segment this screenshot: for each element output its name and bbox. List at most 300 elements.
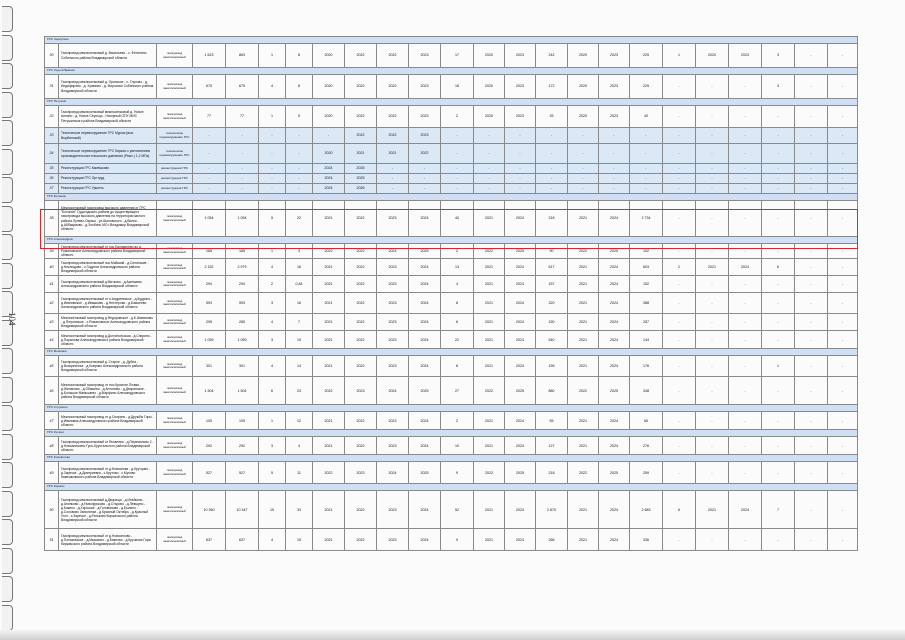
value-cell: 2023 bbox=[377, 412, 409, 430]
value-cell: - bbox=[696, 128, 729, 144]
value-cell: - bbox=[795, 529, 828, 551]
value-cell: - bbox=[762, 331, 795, 349]
section-header-row bbox=[45, 37, 858, 44]
table-row bbox=[45, 106, 858, 128]
value-cell: - bbox=[663, 184, 696, 194]
value-cell: - bbox=[729, 164, 762, 174]
value-cell: 2022 bbox=[377, 106, 409, 128]
value-cell: - bbox=[828, 201, 858, 237]
value-cell: - bbox=[795, 377, 828, 405]
row-number: 49 bbox=[45, 462, 59, 484]
value-cell: 2024 bbox=[729, 259, 762, 276]
row-number: 43 bbox=[45, 314, 59, 331]
value-cell: - bbox=[729, 314, 762, 331]
value-cell: 2023 bbox=[377, 437, 409, 455]
value-cell: - bbox=[663, 128, 696, 144]
value-cell: 2022 bbox=[345, 259, 377, 276]
value-cell: 2022 bbox=[568, 244, 599, 259]
value-cell: - bbox=[313, 128, 345, 144]
value-cell: - bbox=[762, 437, 795, 455]
value-cell: 8 bbox=[286, 75, 313, 99]
value-cell: 13 bbox=[441, 259, 474, 276]
value-cell: 603 bbox=[630, 259, 663, 276]
table-row bbox=[45, 174, 858, 184]
value-cell: 22 bbox=[441, 331, 474, 349]
object-type: реконструкция ГРС bbox=[157, 164, 193, 174]
value-cell: 320 bbox=[536, 293, 568, 314]
value-cell: - bbox=[663, 164, 696, 174]
value-cell: 2024 bbox=[599, 356, 630, 377]
row-number: 48 bbox=[45, 437, 59, 455]
value-cell: 2021 bbox=[313, 331, 345, 349]
value-cell: 102 bbox=[630, 244, 663, 259]
value-cell: - bbox=[729, 529, 762, 551]
value-cell: 2021 bbox=[474, 356, 505, 377]
value-cell: - bbox=[762, 128, 795, 144]
object-name: Межпоселковый газопровод д.Федоровское - д.Б.Шиманово - д.Петровское - с.Романовское Александровского района Владимирской области bbox=[59, 314, 157, 331]
row-number: 33 bbox=[45, 128, 59, 144]
value-cell: - bbox=[226, 184, 259, 194]
object-name: Газопровод межпоселковый д.Дворищи - д.Илейкино - д.Анинково - д.Новофроково - д.Старово - д.Левшуно - д.Бакино - д.Хорошие - д.Голованово - д.Былино - д.Соловово Заполянье - д.Красный Октябрь - д.Красный Угол - с.Заречье - д.Ратьково Киржачского района Владимирской области bbox=[59, 491, 157, 529]
object-name: Газопровод межпоселковый д. Старое - д. Дубна - д.Воскресенье - д.Коврово Александровского района Владимирской области bbox=[59, 356, 157, 377]
value-cell: - bbox=[409, 184, 441, 194]
section-header-row bbox=[45, 237, 858, 244]
value-cell: 2022 bbox=[345, 75, 377, 99]
row-number: 42 bbox=[45, 293, 59, 314]
value-cell: 2024 bbox=[409, 529, 441, 551]
value-cell: - bbox=[441, 184, 474, 194]
value-cell: 4 bbox=[259, 259, 286, 276]
value-cell: 294 bbox=[226, 276, 259, 293]
binder-ring bbox=[2, 234, 13, 260]
value-cell: - bbox=[762, 144, 795, 164]
value-cell: - bbox=[729, 331, 762, 349]
value-cell: - bbox=[729, 437, 762, 455]
value-cell: 2025 bbox=[505, 244, 536, 259]
value-cell: 2021 bbox=[377, 144, 409, 164]
section-header-row bbox=[45, 484, 858, 491]
value-cell: - bbox=[828, 293, 858, 314]
value-cell: 2020 bbox=[313, 106, 345, 128]
value-cell: 4 bbox=[259, 75, 286, 99]
object-type: газопровод межпоселковый bbox=[157, 491, 193, 529]
value-cell: 2024 bbox=[313, 174, 345, 184]
value-cell: 2020 bbox=[313, 144, 345, 164]
object-name: Межпоселковый газопровод от пос.Красное Пламя - д.Жиланово - д.Обашево - д.Антоново - д.Дворянское - д.Большое Мамышево - д.Марфино Александровского района Владимирской области bbox=[59, 377, 157, 405]
table-row bbox=[45, 412, 858, 430]
value-cell: - bbox=[286, 164, 313, 174]
value-cell: 152 bbox=[630, 276, 663, 293]
object-name: Газопровод межпоселковый от п.Андреевское - д.Кудрино - д.Ивановское - д.Ивашково - д.Нестерово - д.Бакшеево Александровского района Владимирской области bbox=[59, 293, 157, 314]
value-cell: 2024 bbox=[505, 314, 536, 331]
value-cell: 2020 bbox=[474, 75, 505, 99]
value-cell: 3 bbox=[762, 75, 795, 99]
object-name: Техническое перевооружение ГРС Муром (вых. Вырбинский) bbox=[59, 128, 157, 144]
object-type: газопровод межпоселковый bbox=[157, 75, 193, 99]
table-row bbox=[45, 164, 858, 174]
table-row bbox=[45, 276, 858, 293]
value-cell: - bbox=[795, 331, 828, 349]
value-cell: 295 bbox=[193, 314, 226, 331]
value-cell: - bbox=[762, 174, 795, 184]
value-cell: 2021 bbox=[313, 491, 345, 529]
value-cell: - bbox=[663, 412, 696, 430]
value-cell: 2 152 bbox=[193, 259, 226, 276]
value-cell: 18 bbox=[441, 75, 474, 99]
value-cell: 2022 bbox=[474, 377, 505, 405]
value-cell: 225 bbox=[630, 44, 663, 68]
value-cell: - bbox=[762, 412, 795, 430]
value-cell: 23 bbox=[286, 377, 313, 405]
value-cell: - bbox=[505, 144, 536, 164]
binder-ring bbox=[2, 63, 13, 89]
object-type: газопровод межпоселковый bbox=[157, 314, 193, 331]
value-cell: 2022 bbox=[345, 276, 377, 293]
value-cell: - bbox=[377, 164, 409, 174]
value-cell: - bbox=[663, 529, 696, 551]
table-row bbox=[45, 437, 858, 455]
object-name: Межпоселковый газопровод д.Долгопольская - д.Спирино - д.Парыньва Александровского района Владимирской области bbox=[59, 331, 157, 349]
value-cell: 2024 bbox=[377, 377, 409, 405]
value-cell: - bbox=[762, 529, 795, 551]
section-title: ГРС Струнино bbox=[45, 405, 858, 412]
value-cell: 2025 bbox=[505, 377, 536, 405]
value-cell: 348 bbox=[630, 377, 663, 405]
value-cell: 2021 bbox=[474, 259, 505, 276]
value-cell: 2022 bbox=[377, 75, 409, 99]
value-cell: - bbox=[377, 174, 409, 184]
section-title: ГРС Купачи bbox=[45, 430, 858, 437]
table-row bbox=[45, 128, 858, 144]
value-cell: - bbox=[568, 128, 599, 144]
value-cell: 2023 bbox=[377, 529, 409, 551]
value-cell: - bbox=[795, 259, 828, 276]
value-cell: 4 bbox=[259, 356, 286, 377]
object-name: Газопровод межпоселковый пос.Майский - д.Сенинские - д.Неклюдово - с.Годунов Александровского района Владимирской области bbox=[59, 259, 157, 276]
value-cell: - bbox=[795, 106, 828, 128]
value-cell: 2024 bbox=[409, 293, 441, 314]
object-type: реконструкция ГРС bbox=[157, 174, 193, 184]
value-cell: - bbox=[663, 244, 696, 259]
object-name: Газопровод межпоселковый от д.Новоселки - д.Крутцово - д.Заречье - д.Дмитриевка - с.Крутово - с.Мухово Камешковского района Владимирской области bbox=[59, 462, 157, 484]
value-cell: - bbox=[568, 184, 599, 194]
value-cell: - bbox=[663, 314, 696, 331]
value-cell: 1 bbox=[762, 356, 795, 377]
value-cell: - bbox=[696, 144, 729, 164]
value-cell: 2 bbox=[441, 412, 474, 430]
value-cell: 144 bbox=[630, 331, 663, 349]
value-cell: 1 054 bbox=[193, 201, 226, 237]
binder-ring bbox=[2, 263, 13, 289]
value-cell: 2022 bbox=[313, 244, 345, 259]
value-cell: 2024 bbox=[599, 437, 630, 455]
value-cell: - bbox=[828, 437, 858, 455]
value-cell: 16 bbox=[286, 293, 313, 314]
value-cell: 2024 bbox=[409, 201, 441, 237]
value-cell: 2021 bbox=[474, 314, 505, 331]
value-cell: - bbox=[729, 106, 762, 128]
value-cell: 2024 bbox=[505, 491, 536, 529]
binder-ring bbox=[2, 576, 13, 602]
value-cell: 12 bbox=[286, 412, 313, 430]
row-number: 45 bbox=[45, 356, 59, 377]
value-cell: 2022 bbox=[345, 437, 377, 455]
value-cell: 2020 bbox=[474, 106, 505, 128]
table-row bbox=[45, 491, 858, 529]
object-type: реконструкция ГРС bbox=[157, 184, 193, 194]
value-cell: - bbox=[729, 144, 762, 164]
value-cell: - bbox=[828, 259, 858, 276]
value-cell: - bbox=[795, 437, 828, 455]
value-cell: 2022 bbox=[568, 462, 599, 484]
value-cell: - bbox=[663, 201, 696, 237]
value-cell: 336 bbox=[630, 529, 663, 551]
section-header-row bbox=[45, 349, 858, 356]
value-cell: 4 bbox=[259, 529, 286, 551]
value-cell: 39 bbox=[536, 106, 568, 128]
value-cell: 2022 bbox=[313, 462, 345, 484]
value-cell: 2023 bbox=[377, 331, 409, 349]
value-cell: 2021 bbox=[474, 437, 505, 455]
value-cell: 2024 bbox=[505, 276, 536, 293]
value-cell: - bbox=[599, 184, 630, 194]
object-type: газопровод межпоселковый bbox=[157, 529, 193, 551]
value-cell: - bbox=[729, 377, 762, 405]
value-cell: 2022 bbox=[345, 128, 377, 144]
value-cell: 218 bbox=[536, 201, 568, 237]
section-title: ГРС Черкутино bbox=[45, 37, 858, 44]
row-number: 46 bbox=[45, 377, 59, 405]
value-cell: - bbox=[536, 184, 568, 194]
value-cell: 2024 bbox=[599, 331, 630, 349]
value-cell: 165 bbox=[226, 244, 259, 259]
value-cell: 2024 bbox=[409, 412, 441, 430]
object-type: газопровод межпоселковый bbox=[157, 437, 193, 455]
value-cell: 8 bbox=[441, 293, 474, 314]
value-cell: 1 bbox=[259, 244, 286, 259]
value-cell: 527 bbox=[193, 462, 226, 484]
table-row bbox=[45, 144, 858, 164]
value-cell: 10 bbox=[441, 437, 474, 455]
value-cell: 2023 bbox=[377, 356, 409, 377]
value-cell: 15 bbox=[286, 529, 313, 551]
value-cell: - bbox=[729, 75, 762, 99]
value-cell: - bbox=[696, 412, 729, 430]
value-cell: 2023 bbox=[345, 462, 377, 484]
value-cell: - bbox=[828, 491, 858, 529]
value-cell: - bbox=[599, 144, 630, 164]
value-cell: 27 bbox=[441, 377, 474, 405]
binder-ring bbox=[2, 462, 13, 488]
object-type: газопровод межпоселковый bbox=[157, 412, 193, 430]
value-cell: - bbox=[536, 174, 568, 184]
binder-ring bbox=[2, 149, 13, 175]
value-cell: 2024 bbox=[409, 276, 441, 293]
row-number: 31 bbox=[45, 75, 59, 99]
value-cell: - bbox=[409, 174, 441, 184]
value-cell: 2025 bbox=[599, 462, 630, 484]
value-cell: 2021 bbox=[568, 314, 599, 331]
value-cell: 276 bbox=[630, 437, 663, 455]
value-cell: - bbox=[286, 144, 313, 164]
value-cell: 10 350 bbox=[193, 491, 226, 529]
value-cell: 2022 bbox=[345, 331, 377, 349]
value-cell: - bbox=[696, 276, 729, 293]
object-type: газопровод межпоселковый bbox=[157, 106, 193, 128]
section-title: ГРС Фоминки bbox=[45, 349, 858, 356]
value-cell: 16 bbox=[286, 259, 313, 276]
value-cell: 2024 bbox=[599, 412, 630, 430]
value-cell: 10 347 bbox=[226, 491, 259, 529]
value-cell: 17 bbox=[441, 44, 474, 68]
value-cell: 2024 bbox=[505, 331, 536, 349]
value-cell: 2021 bbox=[313, 259, 345, 276]
value-cell: - bbox=[630, 174, 663, 184]
value-cell: - bbox=[729, 184, 762, 194]
value-cell: 1 bbox=[259, 44, 286, 68]
value-cell: 2024 bbox=[505, 201, 536, 237]
value-cell: 2021 bbox=[696, 491, 729, 529]
value-cell: - bbox=[795, 356, 828, 377]
object-name: Газопровод межпоселковый д.Митково - д.Акиншево Александровского района Владимирской области bbox=[59, 276, 157, 293]
value-cell: - bbox=[696, 164, 729, 174]
value-cell: 2023 bbox=[345, 377, 377, 405]
value-cell: 593 bbox=[226, 293, 259, 314]
object-type: техническое перевооружение ГРС bbox=[157, 128, 193, 144]
value-cell: 863 bbox=[226, 44, 259, 68]
value-cell: - bbox=[536, 144, 568, 164]
value-cell: 2021 bbox=[313, 412, 345, 430]
value-cell: - bbox=[795, 201, 828, 237]
value-cell: 9 bbox=[441, 529, 474, 551]
value-cell: 294 bbox=[193, 276, 226, 293]
value-cell: 2022 bbox=[345, 106, 377, 128]
value-cell: 2021 bbox=[568, 491, 599, 529]
value-cell: - bbox=[762, 244, 795, 259]
value-cell: - bbox=[795, 75, 828, 99]
value-cell: - bbox=[441, 128, 474, 144]
object-name: Техническое перевооружение ГРС Киржач с увеличением производительности высокого давления (Рвых.) 1,2 МПа) bbox=[59, 144, 157, 164]
row-number: 37 bbox=[45, 184, 59, 194]
value-cell: 3 bbox=[762, 44, 795, 68]
value-cell: - bbox=[795, 412, 828, 430]
value-cell: 2021 bbox=[313, 356, 345, 377]
value-cell: - bbox=[828, 174, 858, 184]
value-cell: - bbox=[729, 412, 762, 430]
value-cell: - bbox=[696, 529, 729, 551]
value-cell: 301 bbox=[226, 356, 259, 377]
value-cell: 2024 bbox=[599, 293, 630, 314]
value-cell: 5 bbox=[259, 201, 286, 237]
object-name: Межпоселковый газопровод от д.Спирино - д.Дружбы Горы - д.Ивановка Александровского района Владимирской области bbox=[59, 412, 157, 430]
value-cell: 2021 bbox=[313, 293, 345, 314]
page-bottom-edge bbox=[0, 630, 905, 640]
table-row bbox=[45, 75, 858, 99]
value-cell: 2021 bbox=[345, 144, 377, 164]
value-cell: 6 bbox=[441, 356, 474, 377]
value-cell: - bbox=[762, 184, 795, 194]
value-cell: 2024 bbox=[409, 259, 441, 276]
value-cell: - bbox=[193, 184, 226, 194]
value-cell: - bbox=[630, 144, 663, 164]
value-cell: 2024 bbox=[409, 314, 441, 331]
value-cell: - bbox=[828, 462, 858, 484]
value-cell: 2 979 bbox=[226, 259, 259, 276]
row-number: 40 bbox=[45, 259, 59, 276]
value-cell: 2 734 bbox=[630, 201, 663, 237]
value-cell: 77 bbox=[226, 106, 259, 128]
value-cell: - bbox=[630, 128, 663, 144]
value-cell: 2023 bbox=[377, 276, 409, 293]
value-cell: 2023 bbox=[505, 75, 536, 99]
value-cell: 2021 bbox=[568, 356, 599, 377]
value-cell: 2021 bbox=[568, 259, 599, 276]
value-cell: 259 bbox=[630, 462, 663, 484]
value-cell: - bbox=[762, 276, 795, 293]
object-type: газопровод межпоселковый bbox=[157, 259, 193, 276]
value-cell: 2022 bbox=[474, 462, 505, 484]
value-cell: - bbox=[762, 164, 795, 174]
value-cell: 2020 bbox=[313, 75, 345, 99]
value-cell: 40 bbox=[630, 106, 663, 128]
value-cell: - bbox=[828, 44, 858, 68]
value-cell: 4 bbox=[259, 314, 286, 331]
binder-ring bbox=[2, 35, 13, 61]
value-cell: 2023 bbox=[377, 259, 409, 276]
value-cell: 2025 bbox=[505, 462, 536, 484]
value-cell: - bbox=[441, 164, 474, 174]
value-cell: - bbox=[828, 356, 858, 377]
value-cell: - bbox=[663, 356, 696, 377]
value-cell: - bbox=[226, 174, 259, 184]
row-number: 34 bbox=[45, 144, 59, 164]
value-cell: 22 bbox=[286, 201, 313, 237]
value-cell: 2 bbox=[441, 244, 474, 259]
table-row bbox=[45, 259, 858, 276]
value-cell: 2022 bbox=[345, 412, 377, 430]
value-cell: 2023 bbox=[377, 491, 409, 529]
value-cell: 2021 bbox=[568, 437, 599, 455]
value-cell: - bbox=[474, 144, 505, 164]
value-cell: 1 504 bbox=[226, 377, 259, 405]
value-cell: - bbox=[795, 293, 828, 314]
value-cell: 6 bbox=[663, 491, 696, 529]
value-cell: - bbox=[663, 106, 696, 128]
value-cell: 2025 bbox=[599, 377, 630, 405]
value-cell: - bbox=[696, 293, 729, 314]
row-number: 44 bbox=[45, 331, 59, 349]
object-type: газопровод межпоселковый bbox=[157, 44, 193, 68]
value-cell: 2024 bbox=[505, 356, 536, 377]
value-cell: - bbox=[599, 174, 630, 184]
value-cell: 2022 bbox=[345, 44, 377, 68]
value-cell: - bbox=[696, 174, 729, 184]
table-row bbox=[45, 377, 858, 405]
value-cell: 527 bbox=[226, 462, 259, 484]
value-cell: - bbox=[259, 184, 286, 194]
value-cell: - bbox=[568, 164, 599, 174]
value-cell: - bbox=[729, 201, 762, 237]
section-header-row bbox=[45, 405, 858, 412]
row-number: 47 bbox=[45, 412, 59, 430]
gas-pipeline-table bbox=[44, 36, 858, 551]
value-cell: 2022 bbox=[345, 491, 377, 529]
value-cell: 2023 bbox=[377, 314, 409, 331]
value-cell: 105 bbox=[193, 412, 226, 430]
value-cell: 2021 bbox=[474, 201, 505, 237]
value-cell: 218 bbox=[536, 462, 568, 484]
value-cell: - bbox=[795, 44, 828, 68]
